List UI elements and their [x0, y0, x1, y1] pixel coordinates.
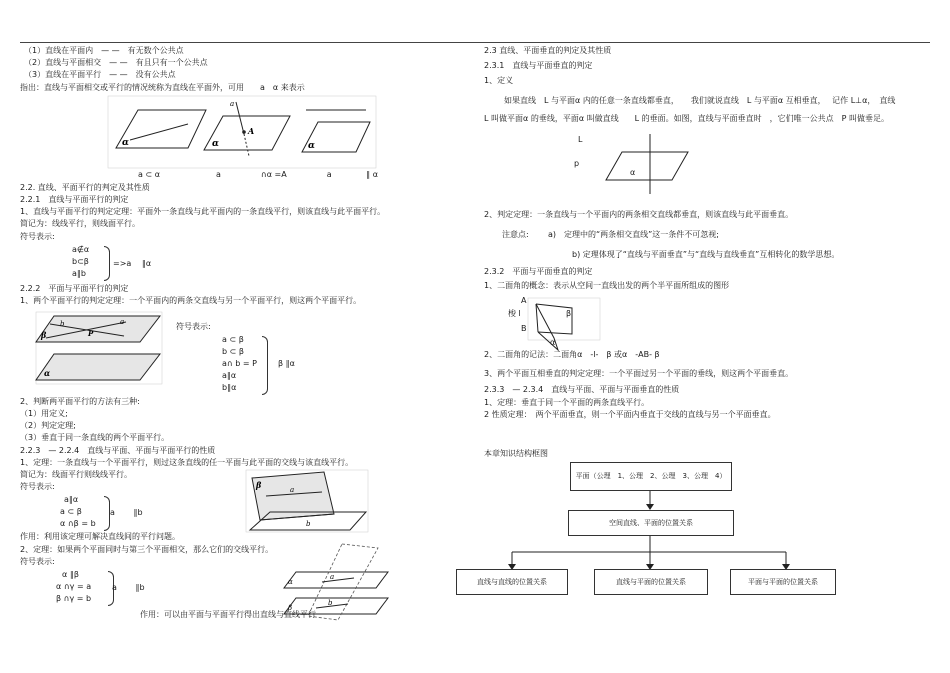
symbol-line: β ∩γ = b — [56, 594, 92, 603]
symbol-line: b⊂β — [72, 257, 89, 266]
chart-node-middle: 空间直线、平面的位置关系 — [568, 510, 734, 536]
symbol-result: =>a ∥α — [113, 259, 152, 268]
figure-label: α — [630, 168, 636, 177]
subsection-title: 2.3.2 平面与平面垂直的判定 — [484, 267, 593, 276]
symbol-result: a ∥b — [110, 508, 143, 517]
text-line: （2）判定定理; — [20, 421, 76, 430]
svg-text:α: α — [288, 578, 293, 586]
subsection-title: 2.2.2 平面与平面平行的判定 — [20, 284, 129, 293]
section-title: 2.2. 直线、平面平行的判定及其性质 — [20, 183, 150, 192]
figure-label: α — [550, 338, 556, 347]
brace — [104, 246, 110, 281]
figure-label: A — [521, 296, 527, 305]
symbol-line: α ∩γ = a — [56, 582, 92, 591]
svg-text:b: b — [328, 599, 333, 607]
svg-text:b: b — [60, 320, 65, 328]
svg-text:α: α — [44, 368, 51, 378]
text-line: 作用：可以由平面与平面平行得出直线与直线平行 — [140, 610, 316, 619]
figure-label: β — [566, 309, 572, 318]
symbol-line: b∥α — [222, 383, 237, 392]
symbol-line: a∩ b = P — [222, 359, 257, 368]
text-line: 符号表示: — [20, 557, 55, 566]
text-line: （2）直线与平面相交 — — 有且只有一个公共点 — [24, 58, 208, 67]
line-plane-position-figure — [108, 96, 378, 170]
dihedral-angle-figure — [528, 298, 608, 354]
text-line: 简记为：线面平行则线线平行。 — [20, 470, 132, 479]
symbol-line: b ⊂ β — [222, 347, 244, 356]
figure-caption: a ⊂ α a ∩α =A a ∥ α — [138, 170, 378, 179]
symbol-line: α ∩β = b — [60, 519, 96, 528]
figure-label: B — [521, 324, 527, 333]
svg-text:α: α — [122, 138, 129, 148]
svg-text:α: α — [212, 139, 219, 149]
text-line: 1、直线与平面平行的判定定理：平面外一条直线与此平面内的一条直线平行，则该直线与此平面平行。 — [20, 207, 386, 216]
text-line: 1、定理：一条直线与一个平面平行，则过这条直线的任一平面与此平面的交线与该直线平行。 — [20, 458, 354, 467]
symbol-line: a∥α — [222, 371, 237, 380]
symbol-line: α ∥β — [62, 570, 79, 579]
symbol-line: a∥b — [72, 269, 86, 278]
text-line: 3、两个平面互相垂直的判定定理：一个平面过另一个平面的垂线，则这两个平面垂直。 — [484, 369, 794, 378]
text-line: 如果直线 L 与平面α 内的任意一条直线都垂直， 我们就说直线 L 与平面α 互相垂直， 记作 L⊥α， 直线 — [504, 96, 896, 105]
text-line: 2、判定定理：一条直线与一个平面内的两条相交直线都垂直，则该直线与此平面垂直。 — [484, 210, 794, 219]
svg-text:A: A — [248, 126, 255, 136]
line-perpendicular-plane-figure — [600, 134, 690, 196]
svg-text:α: α — [308, 141, 315, 151]
svg-text:b: b — [306, 520, 311, 528]
symbol-line: a ⊂ β — [222, 335, 244, 344]
text-line: 符号表示: — [20, 482, 55, 491]
chart-node-top: 平面（公理 1、公理 2、公理 3、公理 4） — [570, 462, 732, 491]
text-line: 2、二面角的记法：二面角α -l- β 或α -AB- β — [484, 350, 660, 359]
parallel-planes-figure — [36, 312, 162, 384]
svg-text:β: β — [288, 604, 293, 612]
text-line: 指出：直线与平面相交或平行的情况统称为直线在平面外，可用 a α 来表示 — [20, 83, 305, 92]
text-line: 简记为：线线平行，则线面平行。 — [20, 219, 140, 228]
subsection-title: 2.3.1 直线与平面垂直的判定 — [484, 61, 593, 70]
subsection-title: 2.3.3 — 2.3.4 直线与平面、平面与平面垂直的性质 — [484, 385, 680, 394]
text-line: 1、两个平面平行的判定定理：一个平面内的两条交直线与另一个平面平行，则这两个平面平行。 — [20, 296, 362, 305]
subsection-title: 2.2.1 直线与平面平行的判定 — [20, 195, 129, 204]
symbol-line: a∥α — [64, 495, 79, 504]
text-line: a) 定理中的“两条相交直线”这一条件不可忽视; — [548, 230, 720, 239]
svg-text:P: P — [88, 329, 94, 338]
svg-text:β: β — [41, 330, 47, 340]
symbol-result: β ∥α — [278, 359, 295, 368]
text-line: 1、定义 — [484, 76, 514, 85]
figure-label: p — [574, 159, 580, 168]
chart-node-plane-plane: 平面与平面的位置关系 — [730, 569, 836, 595]
symbol-line: a ⊂ β — [60, 507, 82, 516]
text-line: 作用：利用该定理可解决直线间的平行问题。 — [20, 532, 180, 541]
svg-text:a: a — [120, 318, 125, 326]
text-line: 2、定理：如果两个平面同时与第三个平面相交，那么它们的交线平行。 — [20, 545, 274, 554]
text-line: 注意点: — [502, 230, 529, 239]
subsection-title: 2.2.3 — 2.2.4 直线与平面、平面与平面平行的性质 — [20, 446, 216, 455]
text-line: 符号表示: — [176, 322, 211, 331]
text-line: （1）用定义; — [20, 409, 68, 418]
text-line: 2、判断两平面平行的方法有三种: — [20, 397, 140, 406]
line-plane-parallel-figure — [246, 470, 368, 532]
svg-text:a: a — [230, 100, 235, 108]
symbol-line: a∉α — [72, 245, 90, 254]
section-title: 2.3 直线、平面垂直的判定及其性质 — [484, 46, 612, 55]
svg-text:a: a — [330, 573, 335, 581]
chart-title: 本章知识结构框图 — [484, 449, 548, 458]
text-line: （1）直线在平面内 — — 有无数个公共点 — [24, 46, 184, 55]
brace — [262, 336, 268, 395]
text-line: L 叫做平面α 的垂线，平面α 叫做直线 L 的垂面。如图，直线与平面垂直时 ，它们唯一公共点 P 叫做垂足。 — [484, 114, 889, 123]
figure-label: 梭 l — [508, 309, 521, 318]
svg-text:β: β — [256, 480, 262, 490]
svg-text:a: a — [290, 486, 295, 494]
text-line: （3）垂直于同一条直线的两个平面平行。 — [20, 433, 170, 442]
text-line: 符号表示: — [20, 232, 55, 241]
text-line: （3）直线在平面平行 — — 没有公共点 — [24, 70, 176, 79]
figure-label: L — [578, 135, 583, 144]
text-line: 2 性质定理： 两个平面垂直，则一个平面内垂直于交线的直线与另一个平面垂直。 — [484, 410, 776, 419]
text-line: 1、二面角的概念：表示从空间一直线出发的两个半平面所组成的图形 — [484, 281, 730, 290]
chart-node-line-line: 直线与直线的位置关系 — [456, 569, 568, 595]
header-rule — [20, 42, 930, 43]
symbol-result: a ∥b — [112, 583, 145, 592]
text-line: b) 定理体现了“直线与平面垂直”与“直线与直线垂直”互相转化的数学思想。 — [572, 250, 840, 259]
chart-node-line-plane: 直线与平面的位置关系 — [594, 569, 708, 595]
text-line: 1、定理：垂直于同一个平面的两条直线平行。 — [484, 398, 650, 407]
